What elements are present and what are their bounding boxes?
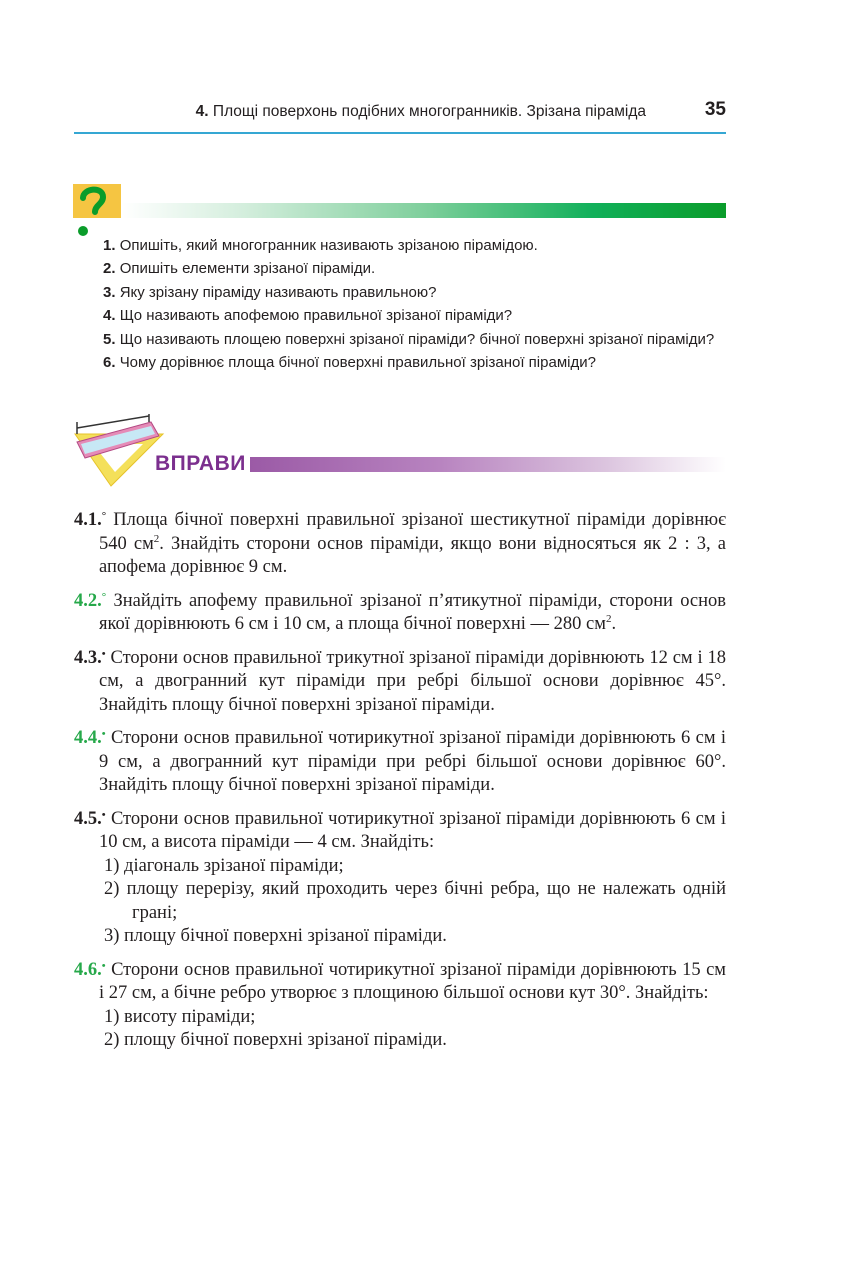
question-item xyxy=(103,304,743,327)
question-text: Опишіть елементи зрізаної піраміди. xyxy=(119,260,376,278)
subitem: 2) площу бічної поверхні зрізаної піраміди. xyxy=(104,1030,447,1050)
exercise-text: Сторони основ правильної чотирикутної зрізаної піраміди дорівнюють 15 см і 27 см, а бічне ребро утворює з площиною більшої основи кут 30°. Знайдіть: xyxy=(99,959,727,1003)
superscript: 2 xyxy=(605,613,612,625)
page-number: 35 xyxy=(704,99,726,120)
exercise-number: 4.5.• xyxy=(74,808,106,829)
subitems xyxy=(74,855,726,949)
question-text: Опишіть, який многогранник називають зрізаною пірамідою. xyxy=(119,237,538,254)
review-questions xyxy=(103,234,743,374)
exercise-text: . Знайдіть сторони основ піраміди, якщо вони відносяться як 2 : 3, а апофема дорівнює 9 см. xyxy=(99,533,726,577)
question-item xyxy=(103,351,743,374)
subitem: 1) висоту піраміди; xyxy=(104,1006,256,1027)
exercises-title: ВПРАВИ xyxy=(155,452,246,475)
question-number: 3. xyxy=(103,283,116,301)
question-number: 6. xyxy=(103,354,116,372)
exercise-text: Площа бічної поверхні правильної зрізаної шестикутної піраміди дорівнює 540 см xyxy=(99,510,727,554)
header-section-number: 4. xyxy=(195,103,209,120)
question-number: 2. xyxy=(103,260,116,278)
subitem: 3) площу бічної поверхні зрізаної піраміди. xyxy=(104,926,447,946)
exercise-item xyxy=(74,727,726,798)
question-item xyxy=(103,328,743,351)
question-number: 4. xyxy=(103,307,116,325)
subitem: 2) площу перерізу, який проходить через бічні ребра, що не належать одній грані; xyxy=(104,879,726,923)
question-number: 5. xyxy=(103,330,116,348)
exercise-number: 4.4.• xyxy=(74,728,106,748)
ruler-triangle-icon xyxy=(71,414,171,488)
question-text: Чому дорівнює площа бічної поверхні правильної зрізаної піраміди? xyxy=(119,354,596,372)
header-section-title: Площі поверхонь подібних многогранників. Зрізана піраміда xyxy=(212,103,646,120)
superscript: 2 xyxy=(153,532,160,545)
exercise-text: Знайдіть апофему правильної зрізаної п’ятикутної піраміди, сторони основ якої дорівнюють 6 см і 10 см, а площа бічної поверхні — 280 см xyxy=(99,590,727,634)
question-item xyxy=(103,281,743,304)
exercise-number: 4.2.° xyxy=(74,590,107,611)
question-text: Що називають площею поверхні зрізаної піраміди? бічної поверхні зрізаної піраміди? xyxy=(119,330,715,348)
exercise-text: Сторони основ правильної чотирикутної зрізаної піраміди дорівнюють 6 см і 10 см, а висота піраміди — 4 см. Знайдіть: xyxy=(99,808,726,852)
running-header xyxy=(74,98,726,134)
question-number: 1. xyxy=(103,237,116,254)
subitem: 1) діагональ зрізаної піраміди; xyxy=(104,855,344,876)
exercise-text: . xyxy=(611,614,617,634)
subitems xyxy=(74,1006,726,1053)
question-text: Що називають апофемою правильної зрізаної піраміди? xyxy=(119,307,513,325)
question-text: Яку зрізану піраміду називають правильною? xyxy=(119,283,437,301)
exercises-list xyxy=(74,509,726,1063)
exercise-item xyxy=(74,808,726,949)
question-item xyxy=(103,257,743,280)
exercise-item xyxy=(74,959,726,1053)
question-mark-icon xyxy=(73,184,121,236)
exercise-text: Сторони основ правильної чотирикутної зрізаної піраміди дорівнюють 6 см і 9 см, а двогранний кут піраміди при ребрі більшої основи дорівнює 60°. Знайдіть площу бічної поверхні зрізаної піраміди. xyxy=(99,728,726,795)
exercise-number: 4.3.• xyxy=(74,647,106,668)
exercises-divider-bar xyxy=(250,457,726,472)
question-item xyxy=(103,234,743,257)
exercise-item xyxy=(74,590,726,637)
questions-divider-bar xyxy=(122,203,726,218)
exercise-text: Сторони основ правильної трикутної зрізаної піраміди дорівнюють 12 см і 18 см, а двогранний кут піраміди при ребрі більшої основи дорівнює 45°. Знайдіть площу бічної поверхні зрізаної піраміди. xyxy=(99,647,727,715)
header-title xyxy=(196,103,646,121)
exercise-number: 4.1.° xyxy=(74,510,107,530)
exercise-item xyxy=(74,509,726,580)
exercise-item xyxy=(74,647,726,718)
exercise-number: 4.6.• xyxy=(74,959,106,980)
